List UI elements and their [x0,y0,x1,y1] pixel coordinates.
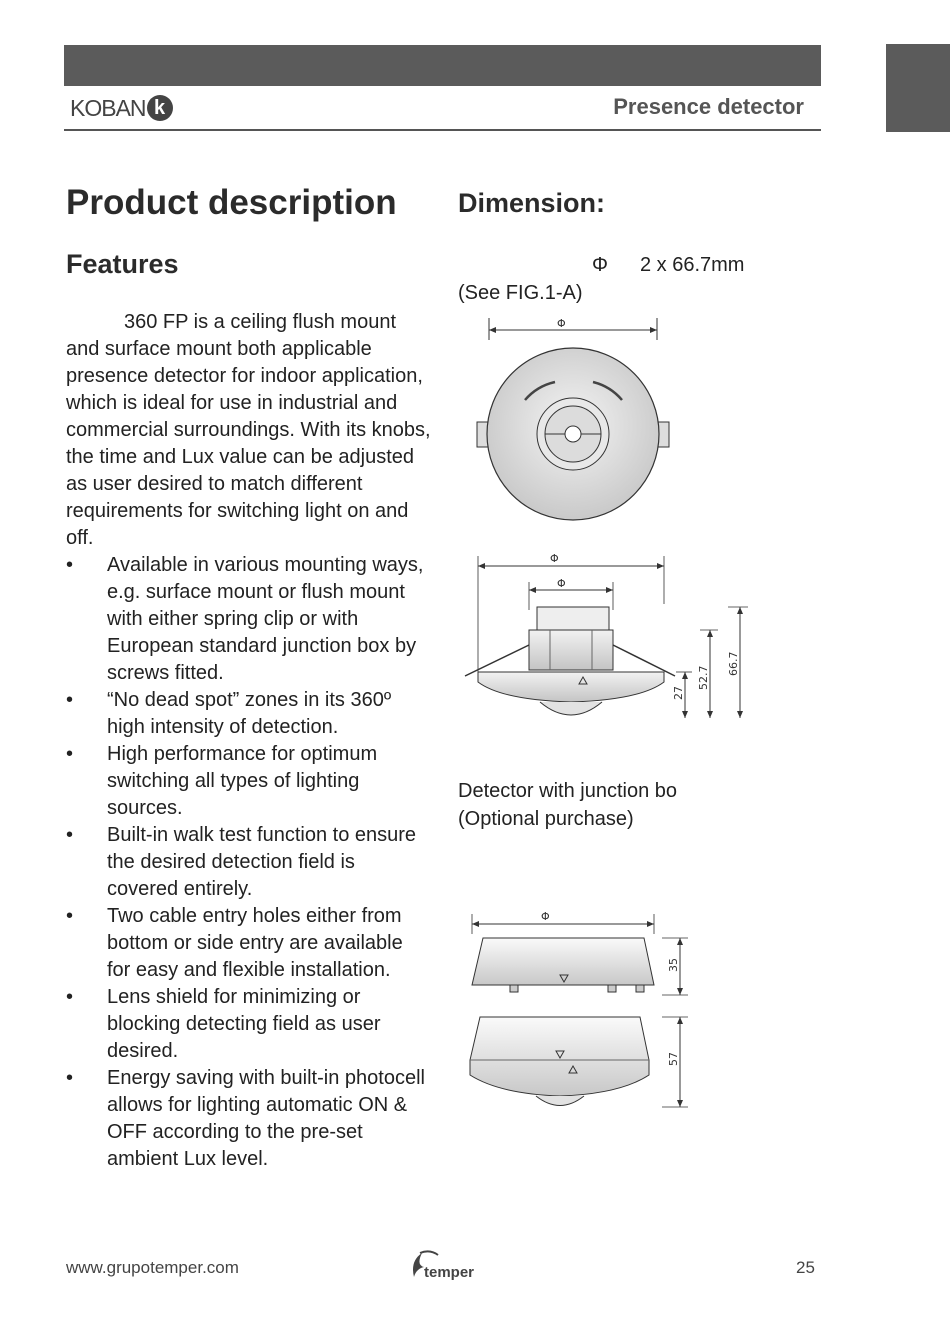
page-title: Product description [66,183,397,222]
list-item: • Available in various mounting ways, e.g. surface mount or flush mount with either spring clip or with European standard junction box by screws fitted. [66,554,424,684]
list-item: • High performance for optimum switching all types of lighting sources. [66,743,378,819]
section-title: Presence detector [613,94,804,119]
dimension-value: 2 x 66.7mm [639,254,745,276]
bullet-icon: • [66,743,74,765]
list-item: • Two cable entry holes either from bottom or side entry are available for easy and flexible installation. [66,905,403,981]
dim-label: Φ [541,910,550,923]
dimension-heading: Dimension: [458,188,606,218]
dim-label: Φ [557,317,566,330]
dim-label: Φ [557,577,566,590]
footer-url: www.grupotemper.com [66,1258,239,1277]
temper-logo [408,1247,488,1287]
list-item: • Lens shield for minimizing or blocking detecting field as user desired. [66,986,381,1062]
temper-logo-text: temper [424,1264,475,1281]
list-item: • Energy saving with built-in photocell allows for lighting automatic ON & OFF according to the pre-set ambient Lux level. [66,1067,425,1170]
bullet-icon: • [66,986,74,1008]
bullet-icon: • [66,905,74,927]
dim-label: 66.7 [727,651,740,676]
top-view-drawing [477,317,669,520]
dim-label: 52.7 [697,665,710,690]
list-item: • Built-in walk test function to ensure the desired detection field is covered entirely. [66,824,417,900]
intro-paragraph: 360 FP is a ceiling flush mount and surface mount both applicable presence detector for indoor application, which is ideal for use in industrial and commercial surroundings. With its knobs, the time and Lux value can be adjusted as user desired to match different requirements for switching light on and off. [66,311,431,549]
junction-box-caption: Detector with junction bo (Optional purchase) [458,780,678,830]
side-view-drawing [465,552,748,718]
brand-mark: k [147,95,173,121]
bullet-icon: • [66,554,74,576]
dim-label: 35 [667,958,680,972]
dim-label: 27 [672,686,685,700]
dim-label: 57 [667,1052,680,1066]
bullet-icon: • [66,824,74,846]
brand-name: KOBAN [70,94,146,121]
figure-reference: (See FIG.1-A) [458,282,583,304]
features-heading: Features [66,249,179,279]
page-number: 25 [796,1258,815,1277]
junction-box-drawing [470,910,688,1107]
list-item: • “No dead spot” zones in its 360º high intensity of detection. [66,689,392,738]
dim-label: Φ [550,552,559,565]
bullet-icon: • [66,1067,74,1089]
bullet-icon: • [66,689,74,711]
phi-symbol: Φ [592,254,608,276]
